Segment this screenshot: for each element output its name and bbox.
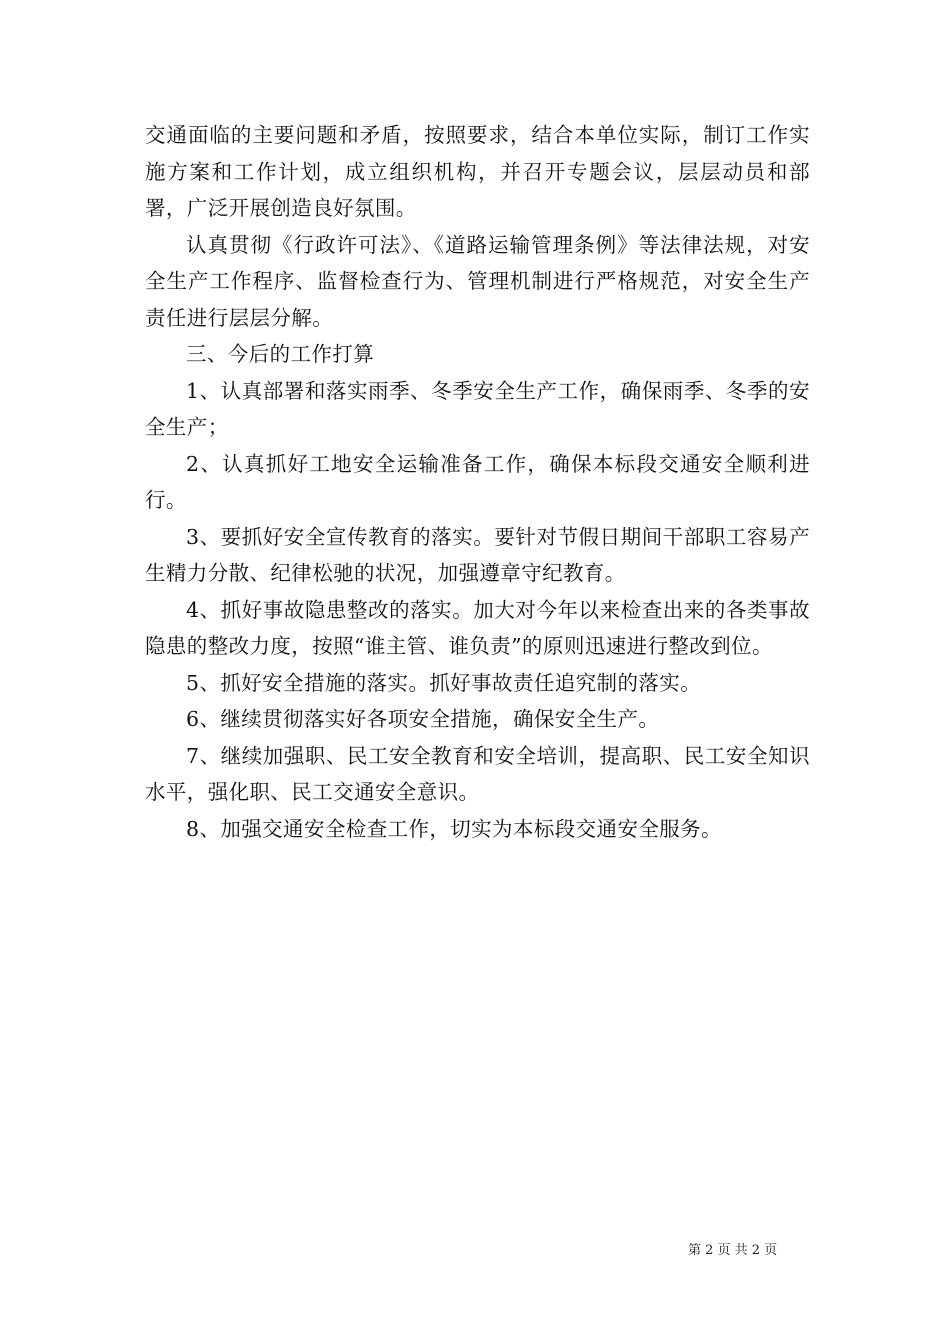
list-item-4: 4、抓好事故隐患整改的落实。加大对今年以来检查出来的各类事故隐患的整改力度，按照“谁主管、谁负责”的原则迅速进行整改到位。 — [145, 597, 810, 658]
section-heading-future-plans: 三、今后的工作打算 — [186, 342, 375, 366]
document-body — [145, 117, 810, 847]
page-number-footer: 第 2 页 共 2 页 — [688, 1243, 778, 1258]
paragraph-continuation: 交通面临的主要问题和矛盾，按照要求，结合本单位实际，制订工作实施方案和工作计划，成立组织机构，并召开专题会议，层层动员和部署，广泛开展创造良好氛围。 — [145, 123, 810, 220]
list-item-6: 6、继续贯彻落实好各项安全措施，确保安全生产。 — [186, 707, 660, 731]
list-item-8: 8、加强交通安全检查工作，切实为本标段交通安全服务。 — [186, 816, 722, 841]
list-item-2: 2、认真抓好工地安全运输准备工作，确保本标段交通安全顺利进行。 — [145, 451, 810, 512]
list-item-7: 7、继续加强职、民工安全教育和安全培训，提高职、民工安全知识水平，强化职、民工交通安全意识。 — [145, 743, 810, 804]
paragraph-law-implementation: 认真贯彻《行政许可法》、《道路运输管理条例》等法律法规，对安全生产工作程序、监督检查行为、管理机制进行严格规范，对安全生产责任进行层层分解。 — [145, 232, 810, 330]
list-item-3: 3、要抓好安全宣传教育的落实。要针对节假日期间干部职工容易产生精力分散、纪律松驰的状况，加强遵章守纪教育。 — [145, 524, 810, 585]
list-item-1: 1、认真部署和落实雨季、冬季安全生产工作，确保雨季、冬季的安全生产； — [145, 378, 810, 439]
list-item-5: 5、抓好安全措施的落实。抓好事故责任追究制的落实。 — [186, 670, 702, 695]
